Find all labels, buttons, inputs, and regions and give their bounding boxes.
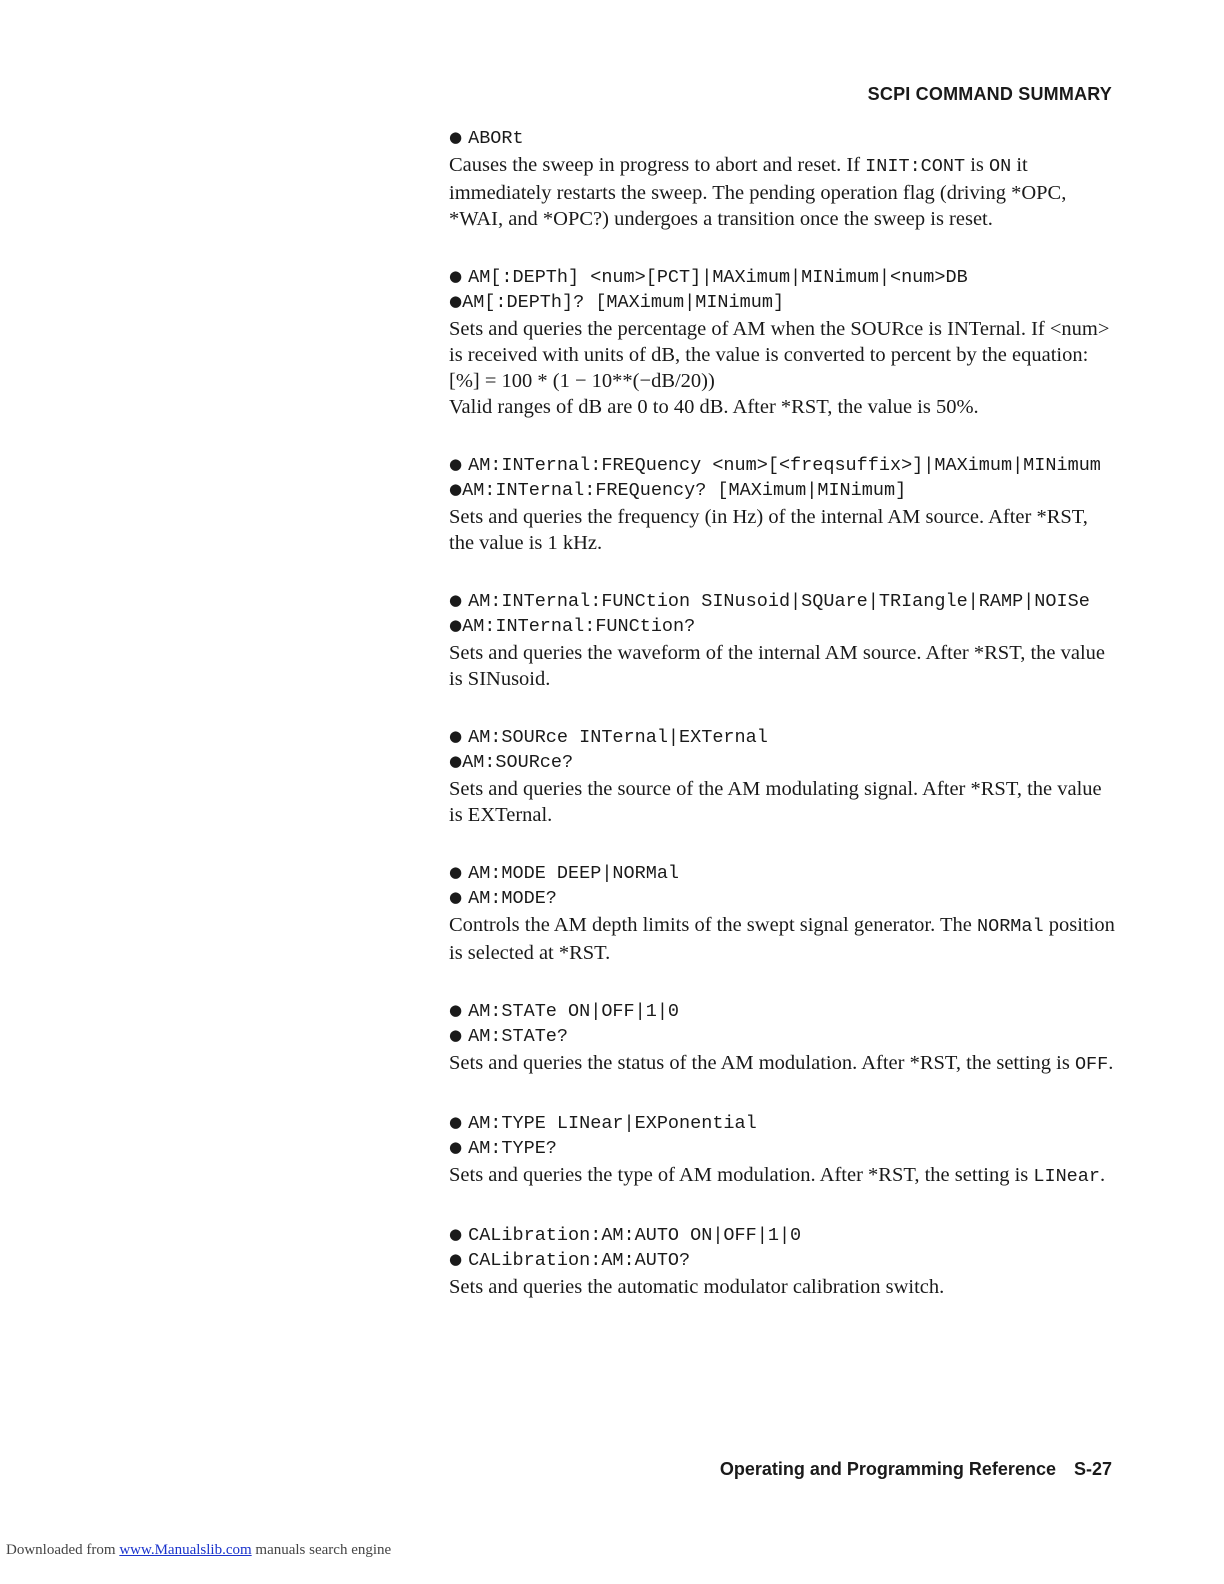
command-text: ABORt (468, 128, 524, 149)
command-description (449, 152, 1117, 232)
inline-code: OFF (1074, 1053, 1109, 1075)
command-syntax (449, 1248, 1117, 1274)
bullet-icon: ● (449, 862, 463, 881)
command-text: CALibration:AM:AUTO? (468, 1250, 691, 1271)
description-text: Sets and queries the type of AM modulation. After *RST, the setting is (449, 1163, 1034, 1186)
command-description (449, 912, 1117, 966)
command-entry (449, 725, 1117, 828)
command-text: AM:SOURce? (462, 752, 574, 773)
command-text: AM:SOURce INTernal|EXTernal (468, 726, 768, 748)
command-syntax (449, 725, 1117, 751)
command-syntax (449, 126, 1117, 152)
bullet-icon: ● (449, 616, 463, 634)
page-number: S-27 (1073, 1459, 1112, 1479)
download-bar (6, 1542, 391, 1559)
inline-code: ON (989, 155, 1012, 177)
bullet-icon: ● (449, 1026, 463, 1044)
description-line: Sets and queries the automatic modulator calibration switch. (449, 1275, 945, 1298)
footer-label: Operating and Programming Reference (719, 1459, 1056, 1479)
download-prefix: Downloaded from (6, 1542, 120, 1558)
bullet-icon: ● (449, 128, 463, 146)
command-entry (449, 453, 1117, 556)
command-text: AM:MODE DEEP|NORMal (468, 862, 680, 884)
bullet-icon: ● (449, 266, 463, 285)
command-description (449, 1162, 1117, 1190)
bullet-icon: ● (449, 1250, 463, 1268)
download-suffix: manuals search engine (251, 1542, 392, 1558)
inline-code: LINear (1033, 1165, 1100, 1187)
command-entry (449, 589, 1117, 692)
bullet-icon: ● (449, 292, 463, 310)
description-line: Sets and queries the frequency (in Hz) of the internal AM source. After *RST, the value is 1 kHz. (449, 505, 1088, 554)
bullet-icon: ● (449, 1138, 463, 1156)
command-text: AM:INTernal:FREQuency <num>[<freqsuffix>]|MAXimum|MINimum (468, 454, 1101, 476)
inline-code: NORMal (977, 915, 1044, 937)
description-text: . (1108, 1051, 1114, 1074)
command-description (449, 1050, 1117, 1078)
command-syntax (449, 750, 1117, 776)
description-line: [%] = 100 * (1 − 10**(−dB/20)) (449, 369, 715, 392)
description-text: position is selected at *RST. (449, 913, 1115, 964)
command-text: AM:TYPE? (468, 1138, 557, 1159)
command-syntax (449, 1111, 1117, 1137)
page-footer (720, 1459, 1112, 1480)
command-text: AM:STATe? (468, 1026, 569, 1047)
bullet-icon: ● (449, 480, 463, 498)
command-text: AM:MODE? (468, 888, 557, 909)
command-description (449, 640, 1117, 692)
description-line: Sets and queries the source of the AM modulating signal. After *RST, the value is EXTernal. (449, 777, 1102, 826)
command-entry (449, 999, 1117, 1078)
command-syntax (449, 614, 1117, 640)
command-syntax (449, 861, 1117, 887)
description-text: Controls the AM depth limits of the swept signal generator. The (449, 913, 977, 936)
inline-code: INIT:CONT (865, 155, 966, 177)
command-text: CALibration:AM:AUTO ON|OFF|1|0 (468, 1224, 802, 1246)
command-syntax (449, 290, 1117, 316)
command-text: AM:INTernal:FUNCtion SINusoid|SQUare|TRIangle|RAMP|NOISe (468, 590, 1090, 612)
description-text: it immediately restarts the sweep. The pending operation flag (driving *OPC, *WAI, and *OPC?) undergoes a transition once the sweep is reset. (449, 153, 1067, 230)
description-text: Causes the sweep in progress to abort and reset. If (449, 153, 866, 176)
command-syntax (449, 478, 1117, 504)
command-syntax (449, 886, 1117, 912)
bullet-icon: ● (449, 752, 463, 770)
command-text: AM:STATe ON|OFF|1|0 (468, 1000, 680, 1022)
command-text: AM[:DEPTh] <num>[PCT]|MAXimum|MINimum|<num>DB (468, 266, 968, 288)
command-entry (449, 126, 1117, 232)
bullet-icon: ● (449, 726, 463, 745)
command-text: AM[:DEPTh]? [MAXimum|MINimum] (462, 292, 785, 313)
description-text: is (965, 153, 990, 176)
command-text: AM:INTernal:FREQuency? [MAXimum|MINimum] (462, 480, 907, 501)
command-text: AM:INTernal:FUNCtion? (462, 616, 696, 637)
command-syntax (449, 453, 1117, 479)
description-line: Sets and queries the percentage of AM when the SOURce is INTernal. If <num> is received with units of dB, the value is converted to percent by the equation: (449, 317, 1110, 366)
bullet-icon: ● (449, 888, 463, 906)
description-text: . (1100, 1163, 1106, 1186)
command-entry (449, 265, 1117, 420)
description-text: Sets and queries the status of the AM modulation. After *RST, the setting is (449, 1051, 1075, 1074)
bullet-icon: ● (449, 454, 463, 473)
command-syntax (449, 1136, 1117, 1162)
command-syntax (449, 265, 1117, 291)
bullet-icon: ● (449, 1224, 463, 1243)
bullet-icon: ● (449, 1112, 463, 1131)
command-entry (449, 1223, 1117, 1300)
command-description (449, 776, 1117, 828)
command-syntax (449, 589, 1117, 615)
bullet-icon: ● (449, 590, 463, 609)
command-description (449, 1274, 1117, 1300)
command-syntax (449, 1024, 1117, 1050)
command-description (449, 316, 1117, 420)
command-list (449, 126, 1117, 1333)
command-description (449, 504, 1117, 556)
command-text: AM:TYPE LINear|EXPonential (468, 1112, 757, 1134)
description-line: Valid ranges of dB are 0 to 40 dB. After *RST, the value is 50%. (449, 395, 979, 418)
command-entry (449, 1111, 1117, 1190)
description-line: Sets and queries the waveform of the internal AM source. After *RST, the value is SINusoid. (449, 641, 1106, 690)
page-header: SCPI COMMAND SUMMARY (867, 84, 1112, 104)
manualslib-link[interactable]: www.Manualslib.com (119, 1542, 252, 1558)
command-entry (449, 861, 1117, 966)
command-syntax (449, 1223, 1117, 1249)
command-syntax (449, 999, 1117, 1025)
bullet-icon: ● (449, 1000, 463, 1019)
